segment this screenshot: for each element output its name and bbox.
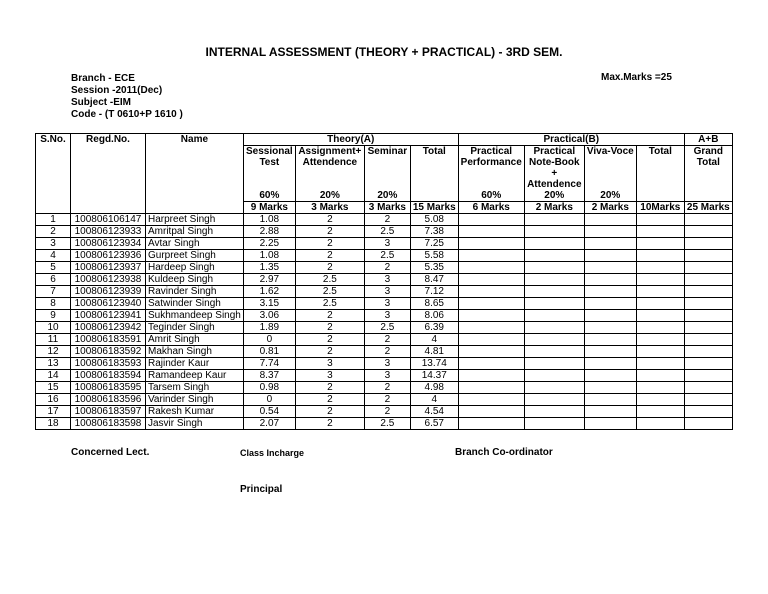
class-incharge-label: Class Incharge — [240, 448, 305, 458]
cell-sessional: 0.54 — [243, 406, 295, 418]
cell-seminar: 2 — [364, 346, 410, 358]
cell-sessional: 2.88 — [243, 226, 295, 238]
cell-seminar: 3 — [364, 274, 410, 286]
cell-prac-note — [524, 418, 584, 430]
principal-label: Principal — [240, 484, 283, 495]
cell-prac-note — [524, 214, 584, 226]
cell-total: 6.39 — [410, 322, 458, 334]
cell-sessional: 0.98 — [243, 382, 295, 394]
cell-seminar: 3 — [364, 238, 410, 250]
cell-assignment: 2 — [295, 262, 364, 274]
cell-sessional: 7.74 — [243, 358, 295, 370]
marks-note: 2 Marks — [524, 202, 584, 214]
cell-name: Kuldeep Singh — [146, 274, 244, 286]
cell-sessional: 1.62 — [243, 286, 295, 298]
cell-sno: 4 — [36, 250, 71, 262]
cell-prac-perf — [458, 382, 524, 394]
cell-prac-total — [636, 310, 684, 322]
cell-viva — [584, 358, 636, 370]
cell-sno: 17 — [36, 406, 71, 418]
marks-perf: 6 Marks — [458, 202, 524, 214]
marks-seminar: 3 Marks — [364, 202, 410, 214]
cell-total: 7.38 — [410, 226, 458, 238]
cell-viva — [584, 406, 636, 418]
header-prac-total: Total — [636, 146, 684, 191]
cell-sno: 14 — [36, 370, 71, 382]
cell-name: Makhan Singh — [146, 346, 244, 358]
cell-sno: 3 — [36, 238, 71, 250]
cell-regd: 100806106147 — [71, 214, 146, 226]
marks-prac-total: 10Marks — [636, 202, 684, 214]
cell-sessional: 0 — [243, 334, 295, 346]
cell-prac-total — [636, 370, 684, 382]
cell-prac-note — [524, 370, 584, 382]
cell-total: 8.47 — [410, 274, 458, 286]
cell-assignment: 2 — [295, 238, 364, 250]
cell-sessional: 3.06 — [243, 310, 295, 322]
cell-prac-note — [524, 382, 584, 394]
cell-regd: 100806123934 — [71, 238, 146, 250]
pct-assignment: 20% — [295, 190, 364, 202]
cell-seminar: 2 — [364, 214, 410, 226]
cell-assignment: 2 — [295, 418, 364, 430]
cell-total: 7.12 — [410, 286, 458, 298]
cell-sno: 18 — [36, 418, 71, 430]
cell-prac-total — [636, 358, 684, 370]
cell-total: 14.37 — [410, 370, 458, 382]
header-viva: Viva-Voce — [584, 146, 636, 191]
cell-seminar: 2.5 — [364, 226, 410, 238]
cell-regd: 100806123941 — [71, 310, 146, 322]
cell-regd: 100806183591 — [71, 334, 146, 346]
cell-sno: 5 — [36, 262, 71, 274]
table-row — [36, 370, 733, 382]
cell-viva — [584, 262, 636, 274]
cell-regd: 100806183598 — [71, 418, 146, 430]
cell-prac-perf — [458, 214, 524, 226]
cell-prac-perf — [458, 358, 524, 370]
cell-viva — [584, 394, 636, 406]
cell-sno: 6 — [36, 274, 71, 286]
cell-prac-total — [636, 274, 684, 286]
cell-viva — [584, 286, 636, 298]
pct-sessional: 60% — [243, 190, 295, 202]
header-assignment: Assignment+ Attendence — [295, 146, 364, 191]
marks-grand: 25 Marks — [684, 202, 732, 214]
cell-regd: 100806183593 — [71, 358, 146, 370]
cell-sno: 8 — [36, 298, 71, 310]
header-regd: Regd.No. — [71, 134, 146, 146]
cell-assignment: 2 — [295, 322, 364, 334]
cell-total: 5.58 — [410, 250, 458, 262]
cell-viva — [584, 214, 636, 226]
cell-viva — [584, 310, 636, 322]
cell-grand-total — [684, 274, 732, 286]
cell-assignment: 2 — [295, 334, 364, 346]
cell-viva — [584, 238, 636, 250]
cell-viva — [584, 382, 636, 394]
cell-prac-total — [636, 286, 684, 298]
header-seminar: Seminar — [364, 146, 410, 191]
header-total: Total — [410, 146, 458, 191]
cell-total: 4.98 — [410, 382, 458, 394]
cell-viva — [584, 298, 636, 310]
cell-name: Hardeep Singh — [146, 262, 244, 274]
marks-total: 15 Marks — [410, 202, 458, 214]
cell-prac-note — [524, 298, 584, 310]
cell-prac-perf — [458, 286, 524, 298]
cell-sno: 7 — [36, 286, 71, 298]
cell-assignment: 2 — [295, 382, 364, 394]
header-ab: A+B — [684, 134, 732, 146]
cell-viva — [584, 370, 636, 382]
cell-prac-perf — [458, 262, 524, 274]
cell-grand-total — [684, 406, 732, 418]
cell-seminar: 2 — [364, 262, 410, 274]
cell-sessional: 1.08 — [243, 214, 295, 226]
cell-prac-note — [524, 346, 584, 358]
cell-viva — [584, 346, 636, 358]
cell-total: 6.57 — [410, 418, 458, 430]
cell-total: 4 — [410, 334, 458, 346]
cell-assignment: 2 — [295, 406, 364, 418]
cell-viva — [584, 226, 636, 238]
cell-seminar: 2 — [364, 382, 410, 394]
cell-regd: 100806123942 — [71, 322, 146, 334]
table-row — [36, 250, 733, 262]
cell-assignment: 3 — [295, 358, 364, 370]
table-row — [36, 358, 733, 370]
cell-prac-total — [636, 250, 684, 262]
cell-total: 8.65 — [410, 298, 458, 310]
table-row — [36, 334, 733, 346]
cell-regd: 100806123939 — [71, 286, 146, 298]
cell-prac-note — [524, 250, 584, 262]
cell-sno: 11 — [36, 334, 71, 346]
pct-viva: 20% — [584, 190, 636, 202]
cell-name: Avtar Singh — [146, 238, 244, 250]
cell-prac-perf — [458, 406, 524, 418]
table-row — [36, 394, 733, 406]
table-row — [36, 274, 733, 286]
table-row — [36, 262, 733, 274]
cell-prac-total — [636, 322, 684, 334]
header-sno: S.No. — [36, 134, 71, 146]
header-name: Name — [146, 134, 244, 146]
cell-prac-note — [524, 238, 584, 250]
cell-prac-note — [524, 262, 584, 274]
pct-note: 20% — [524, 190, 584, 202]
cell-grand-total — [684, 346, 732, 358]
cell-regd: 100806123933 — [71, 226, 146, 238]
cell-sno: 10 — [36, 322, 71, 334]
cell-total: 4.54 — [410, 406, 458, 418]
cell-name: Sukhmandeep Singh — [146, 310, 244, 322]
cell-prac-perf — [458, 226, 524, 238]
header-prac-note: Practical Note-Book + Attendence — [524, 146, 584, 191]
cell-prac-total — [636, 334, 684, 346]
cell-seminar: 3 — [364, 358, 410, 370]
cell-total: 7.25 — [410, 238, 458, 250]
cell-prac-total — [636, 346, 684, 358]
cell-seminar: 2 — [364, 394, 410, 406]
cell-prac-total — [636, 382, 684, 394]
table-row — [36, 418, 733, 430]
cell-prac-total — [636, 394, 684, 406]
cell-prac-perf — [458, 346, 524, 358]
cell-regd: 100806183596 — [71, 394, 146, 406]
cell-name: Varinder Singh — [146, 394, 244, 406]
cell-prac-total — [636, 238, 684, 250]
cell-assignment: 2 — [295, 214, 364, 226]
cell-sno: 2 — [36, 226, 71, 238]
cell-prac-perf — [458, 310, 524, 322]
cell-grand-total — [684, 262, 732, 274]
cell-sno: 16 — [36, 394, 71, 406]
cell-assignment: 2 — [295, 250, 364, 262]
cell-prac-perf — [458, 370, 524, 382]
cell-prac-perf — [458, 322, 524, 334]
cell-assignment: 2.5 — [295, 286, 364, 298]
marks-assignment: 3 Marks — [295, 202, 364, 214]
header-prac-perf: Practical Performance — [458, 146, 524, 191]
header-grand-total: Grand Total — [684, 146, 732, 191]
cell-name: Harpreet Singh — [146, 214, 244, 226]
cell-assignment: 2.5 — [295, 274, 364, 286]
cell-sno: 1 — [36, 214, 71, 226]
cell-assignment: 2 — [295, 310, 364, 322]
cell-sessional: 1.08 — [243, 250, 295, 262]
table-row — [36, 226, 733, 238]
cell-seminar: 3 — [364, 370, 410, 382]
session-label: Session -2011(Dec) — [71, 85, 163, 96]
cell-name: Rakesh Kumar — [146, 406, 244, 418]
cell-prac-total — [636, 214, 684, 226]
cell-regd: 100806123940 — [71, 298, 146, 310]
code-label: Code - (T 0610+P 1610 ) — [71, 109, 183, 120]
cell-prac-note — [524, 322, 584, 334]
cell-seminar: 3 — [364, 286, 410, 298]
cell-sessional: 2.07 — [243, 418, 295, 430]
cell-prac-total — [636, 418, 684, 430]
cell-assignment: 2 — [295, 226, 364, 238]
subject-label: Subject -EIM — [71, 97, 132, 108]
cell-prac-total — [636, 298, 684, 310]
branch-label: Branch - ECE — [71, 73, 135, 84]
cell-grand-total — [684, 394, 732, 406]
cell-total: 5.08 — [410, 214, 458, 226]
cell-viva — [584, 274, 636, 286]
cell-prac-perf — [458, 298, 524, 310]
cell-prac-note — [524, 286, 584, 298]
cell-prac-perf — [458, 334, 524, 346]
table-row — [36, 346, 733, 358]
cell-grand-total — [684, 322, 732, 334]
marks-sessional: 9 Marks — [243, 202, 295, 214]
cell-sno: 12 — [36, 346, 71, 358]
table-row — [36, 286, 733, 298]
cell-prac-note — [524, 274, 584, 286]
cell-grand-total — [684, 382, 732, 394]
cell-total: 13.74 — [410, 358, 458, 370]
cell-regd: 100806123937 — [71, 262, 146, 274]
table-row — [36, 214, 733, 226]
cell-sno: 13 — [36, 358, 71, 370]
cell-sessional: 8.37 — [243, 370, 295, 382]
cell-viva — [584, 250, 636, 262]
cell-grand-total — [684, 334, 732, 346]
cell-total: 4 — [410, 394, 458, 406]
cell-prac-perf — [458, 418, 524, 430]
pct-perf: 60% — [458, 190, 524, 202]
cell-grand-total — [684, 298, 732, 310]
table-row — [36, 382, 733, 394]
cell-regd: 100806183595 — [71, 382, 146, 394]
cell-sessional: 1.89 — [243, 322, 295, 334]
cell-name: Tarsem Singh — [146, 382, 244, 394]
cell-name: Gurpreet Singh — [146, 250, 244, 262]
cell-sessional: 1.35 — [243, 262, 295, 274]
cell-seminar: 2.5 — [364, 418, 410, 430]
cell-grand-total — [684, 370, 732, 382]
cell-prac-perf — [458, 250, 524, 262]
cell-sessional: 2.25 — [243, 238, 295, 250]
cell-name: Amritpal Singh — [146, 226, 244, 238]
cell-prac-note — [524, 334, 584, 346]
cell-grand-total — [684, 250, 732, 262]
cell-name: Satwinder Singh — [146, 298, 244, 310]
cell-prac-total — [636, 262, 684, 274]
cell-viva — [584, 418, 636, 430]
cell-prac-perf — [458, 238, 524, 250]
cell-regd: 100806183594 — [71, 370, 146, 382]
cell-seminar: 2.5 — [364, 250, 410, 262]
cell-regd: 100806183597 — [71, 406, 146, 418]
cell-name: Rajinder Kaur — [146, 358, 244, 370]
cell-name: Jasvir Singh — [146, 418, 244, 430]
cell-sessional: 3.15 — [243, 298, 295, 310]
cell-sessional: 0 — [243, 394, 295, 406]
cell-prac-note — [524, 358, 584, 370]
table-row — [36, 322, 733, 334]
cell-name: Ravinder Singh — [146, 286, 244, 298]
cell-seminar: 3 — [364, 298, 410, 310]
cell-assignment: 2 — [295, 394, 364, 406]
cell-sessional: 0.81 — [243, 346, 295, 358]
cell-seminar: 2 — [364, 334, 410, 346]
cell-prac-note — [524, 310, 584, 322]
cell-prac-perf — [458, 394, 524, 406]
table-row — [36, 406, 733, 418]
header-theory: Theory(A) — [243, 134, 458, 146]
cell-regd: 100806123936 — [71, 250, 146, 262]
cell-prac-note — [524, 394, 584, 406]
cell-grand-total — [684, 226, 732, 238]
cell-seminar: 3 — [364, 310, 410, 322]
cell-assignment: 2 — [295, 346, 364, 358]
cell-seminar: 2.5 — [364, 322, 410, 334]
cell-assignment: 2.5 — [295, 298, 364, 310]
pct-seminar: 20% — [364, 190, 410, 202]
cell-assignment: 3 — [295, 370, 364, 382]
cell-total: 8.06 — [410, 310, 458, 322]
cell-regd: 100806123938 — [71, 274, 146, 286]
cell-name: Ramandeep Kaur — [146, 370, 244, 382]
cell-name: Amrit Singh — [146, 334, 244, 346]
cell-sessional: 2.97 — [243, 274, 295, 286]
cell-seminar: 2 — [364, 406, 410, 418]
cell-viva — [584, 334, 636, 346]
cell-prac-perf — [458, 274, 524, 286]
marks-viva: 2 Marks — [584, 202, 636, 214]
cell-viva — [584, 322, 636, 334]
cell-grand-total — [684, 238, 732, 250]
header-sessional: Sessional Test — [243, 146, 295, 191]
cell-prac-total — [636, 226, 684, 238]
cell-grand-total — [684, 214, 732, 226]
page-title: INTERNAL ASSESSMENT (THEORY + PRACTICAL) - 3RD SEM. — [205, 45, 563, 59]
cell-prac-total — [636, 406, 684, 418]
cell-sno: 9 — [36, 310, 71, 322]
cell-sno: 15 — [36, 382, 71, 394]
header-practical: Practical(B) — [458, 134, 684, 146]
cell-total: 4.81 — [410, 346, 458, 358]
cell-grand-total — [684, 286, 732, 298]
branch-coordinator-label: Branch Co-ordinator — [455, 447, 553, 458]
cell-grand-total — [684, 418, 732, 430]
concerned-lect-label: Concerned Lect. — [71, 447, 150, 458]
table-row — [36, 310, 733, 322]
table-row — [36, 298, 733, 310]
cell-total: 5.35 — [410, 262, 458, 274]
cell-regd: 100806183592 — [71, 346, 146, 358]
cell-grand-total — [684, 358, 732, 370]
max-marks-label: Max.Marks =25 — [601, 72, 672, 83]
assessment-table — [35, 133, 733, 430]
cell-prac-note — [524, 406, 584, 418]
cell-grand-total — [684, 310, 732, 322]
cell-name: Teginder Singh — [146, 322, 244, 334]
table-row — [36, 238, 733, 250]
cell-prac-note — [524, 226, 584, 238]
